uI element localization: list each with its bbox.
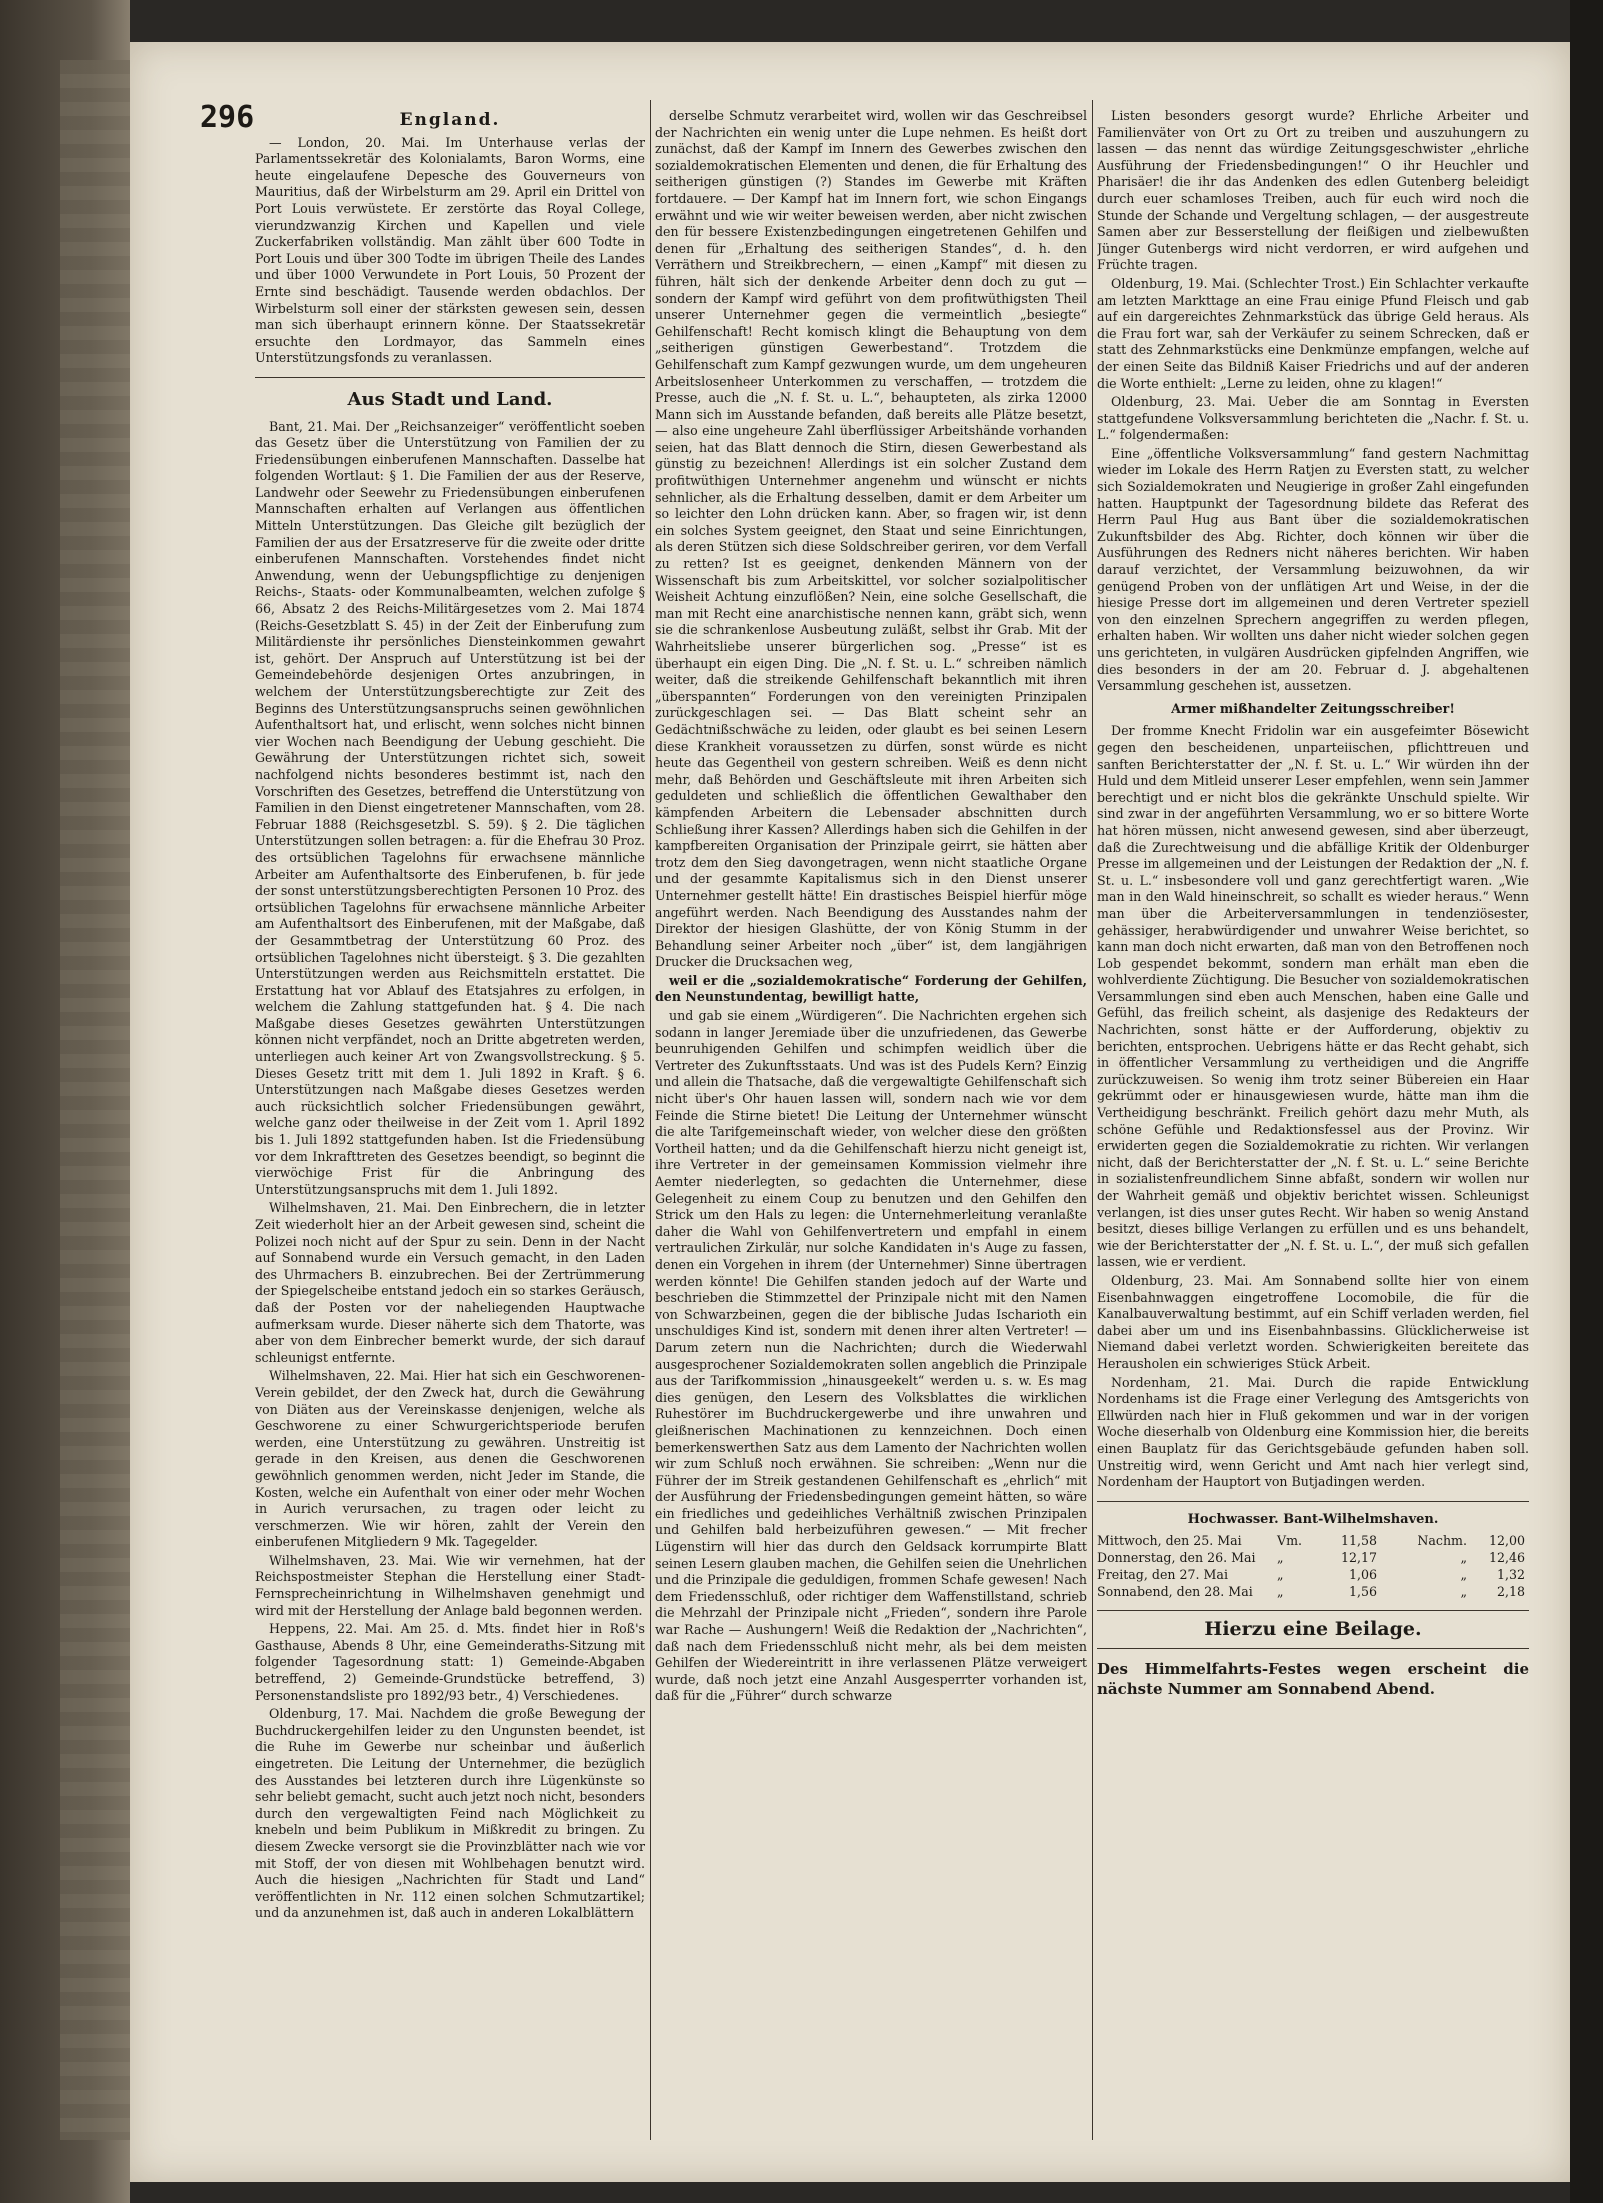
section-heading-local: Aus Stadt und Land.	[347, 388, 553, 410]
tide-day: Sonnabend, den 28. Mai	[1097, 1584, 1253, 1600]
article-oldenburg-23-locomobile: Oldenburg, 23. Mai. Am Sonnabend sollte hier von einem Eisenbahnwaggen eingetroffene Locomobile, die für die Kanalbauverwaltung bestimmt, auf ein Schiff verladen werden, fiel dabei aber um und ins Eisenbahnbassins. Glücklicherweise ist Niemand dabei verletzt worden. Schwierigkeiten bereitete das Herausholen ein schwieriges Stück Arbeit.	[1097, 1272, 1529, 1371]
tide-title: Hochwasser. Bant-Wilhelmshaven.	[1187, 1511, 1439, 1527]
tide-label-pm: „	[1460, 1550, 1467, 1566]
tide-label-pm: „	[1460, 1584, 1467, 1600]
tide-value-am: 11,58	[1340, 1533, 1377, 1549]
tide-row	[1097, 1583, 1529, 1600]
section-heading-england: England.	[399, 110, 501, 130]
tide-value-pm: 12,00	[1488, 1533, 1525, 1549]
right-edge	[1570, 0, 1603, 2203]
tide-row	[1097, 1566, 1529, 1583]
column-2	[655, 108, 1087, 2138]
article-continued-end: Listen besonders gesorgt wurde? Ehrliche Arbeiter und Familienväter von Ort zu Ort zu treiben und auszuhungern zu lassen — das nennt das würdige Zeitungsgeschwister „ehrliche Ausführung der Friedensbedingungen!“ O ihr Heuchler und Pharisäer! die ihr das Andenken des edlen Gutenberg beleidigt durch euer schamloses Treiben, auch für euch wird noch die Stunde der Schande und Vergeltung schlagen, — der ausgestreute Samen aber zur Besserstellung der fleißigen und zielbewußten Jünger Gutenbergs wird nicht verdorren, er wird aufgehen und Früchte tragen.	[1097, 108, 1529, 273]
article-armer: Der fromme Knecht Fridolin war ein ausgefeimter Bösewicht gegen den bescheidenen, unparteiischen, pflichttreuen und sanften Berichterstatter der „N. f. St. u. L.“ Wir würden ihn der Huld und dem Mitleid unserer Leser empfehlen, wenn sein Jammer berechtigt und er nicht blos die gekränkte Unschuld spielte. Wir sind zwar in der angeführten Versammlung, wo er so bittere Worte hat hören müssen, nicht anwesend gewesen, sind aber überzeugt, daß die Zurechtweisung und die abfällige Kritik der Oldenburger Presse im allgemeinen und der Leistungen der Redaktion der „N. f. St. u. L.“ insbesondere voll und ganz gerechtfertigt waren. „Wie man in den Wald hineinschreit, so schallt es wieder heraus.“ Wenn man über die Arbeiterversammlungen in tendenziösester, gehässiger, herabwürdigender und unwahrer Weise berichtet, so kann man doch nicht erwarten, daß man von den Betroffenen noch Lob gespendet bekommt, sondern man erhält man eben die wohlverdiente Züchtigung. Die Besucher von sozialdemokratischen Versammlungen sind eben auch Menschen, haben eine Galle und Gefühl, das freilich scheint, als dasjenige des Redakteurs der Nachrichten, sonst hätte er der Aufforderung, objektiv zu berichten, entsprochen. Uebrigens hätte er das Recht gehabt, sich in öffentlicher Versammlung zu vertheidigen und die Angriffe zurückzuweisen. So wenig ihm trotz seiner Bübereien ein Haar gekrümmt oder er hinausgewiesen wurde, hätte man ihm die Vertheidigung beschränkt. Freilich gehört dazu mehr Muth, als schöne Gefühle und Redaktionsfessel aus der Provinz. Wir erwiderten gegen die Sozialdemokratie zu richten. Wir verlangen nicht, daß der Berichterstatter der „N. f. St. u. L.“ seine Berichte in sozialistenfreundlichem Sinne abfaßt, sondern wir wollen nur der Wahrheit gemäß und objektiv berichtet wissen. Schleunigst verlangen, ist dies unser gutes Recht. Wir haben so wenig Anstand besitzt, dieses billige Verlangen zu erfüllen und es uns behandelt, wie der Berichterstatter der „N. f. St. u. L.“, der muß sich gefallen lassen, wie er verdient.	[1097, 723, 1529, 1270]
page-number: 296	[200, 100, 255, 135]
article-oldenburg-23-intro: Oldenburg, 23. Mai. Ueber die am Sonntag in Eversten stattgefundene Volksversammlung berichteten die „Nachr. f. St. u. L.“ folgendermaßen:	[1097, 394, 1529, 443]
tide-label-am: „	[1277, 1567, 1284, 1583]
tide-value-am: 1,56	[1348, 1584, 1377, 1600]
binding-strip	[60, 60, 130, 2140]
supplement-notice: Hierzu eine Beilage.	[1204, 1618, 1422, 1641]
article-bold-statement	[655, 973, 1087, 1006]
beilage-divider	[1097, 1610, 1529, 1611]
notice-divider	[1097, 1648, 1529, 1649]
tide-label-pm: „	[1460, 1567, 1467, 1583]
tide-row	[1097, 1532, 1529, 1549]
article-heppens: Heppens, 22. Mai. Am 25. d. Mts. findet hier in Roß's Gasthause, Abends 8 Uhr, eine Gemeinderaths-Sitzung mit folgender Tagesordnung statt: 1) Gemeinde-Abgaben betreffend, 2) Gemeinde-Grundstücke betreffend, 3) Personenstandsliste pro 1892/93 betr., 4) Verschiedenes.	[255, 1621, 645, 1703]
tide-value-pm: 12,46	[1488, 1550, 1525, 1566]
bold-phrase: weil er die „sozialdemokratische“ Forderung der Gehilfen, den Neunstundentag, bewilligt hatte,	[655, 972, 1087, 1005]
article-bant: Bant, 21. Mai. Der „Reichsanzeiger“ veröffentlicht soeben das Gesetz über die Unterstützung von Familien der zu Friedensübungen einberufenen Mannschaften. Dasselbe hat folgenden Wortlaut: § 1. Die Familien der aus der Reserve, Landwehr oder Seewehr zu Friedensübungen einberufenen Mannschaften erhalten auf Verlangen aus öffentlichen Mitteln Unterstützungen. Das Gleiche gilt bezüglich der Familien der aus der Ersatzreserve für die zweite oder dritte einberufenen Mannschaften. Vorstehendes findet nicht Anwendung, wenn der Uebungspflichtige zu denjenigen Reichs-, Staats- oder Kommunalbeamten, welchen zufolge § 66, Absatz 2 des Reichs-Militärgesetzes vom 2. Mai 1874 (Reichs-Gesetzblatt S. 45) in der Zeit der Einberufung zum Militärdienste ihr persönliches Diensteinkommen gewahrt ist, gehört. Der Anspruch auf Unterstützung ist bei der Gemeindebehörde desjenigen Ortes anzubringen, in welchem der Unterstützungsberechtigte zur Zeit des Beginns des Unterstützungsanspruchs seinen gewöhnlichen Aufenthaltsort hat, und erlischt, wenn solches nicht binnen vier Wochen nach Beendigung der Uebung geschieht. Die Gewährung der Unterstützungen richtet sich, soweit nachfolgend nichts besonderes bestimmt ist, nach den Vorschriften des Gesetzes, betreffend die Unterstützung von Familien in den Dienst eingetretener Mannschaften, vom 28. Februar 1888 (Reichsgesetzbl. S. 59). § 2. Die täglichen Unterstützungen sollen betragen: a. für die Ehefrau 30 Proz. des ortsüblichen Tagelohns für erwachsene männliche Arbeiter am Aufenthaltsorte des Einberufenen, b. für jede der sonst unterstützungsberechtigten Personen 10 Proz. des ortsüblichen Tagelohns für erwachsene männliche Arbeiter am Aufenthaltsort des Einberufenen, mit der Maßgabe, daß der Gesammtbetrag der Unterstützung 60 Proz. des ortsüblichen Tagelohnes nicht übersteigt. § 3. Die gezahlten Unterstützungen werden aus Reichsmitteln erstattet. Die Erstattung hat vor Ablauf des Etatsjahres zu erfolgen, in welchem die Zahlung stattgefunden hat. § 4. Die nach Maßgabe dieses Gesetzes gewährten Unterstützungen können nicht verpfändet, noch an Dritte abgetreten werden, unterliegen auch keiner Art von Zwangsvollstreckung. § 5. Dieses Gesetz tritt mit dem 1. Juli 1892 in Kraft. § 6. Unterstützungen nach Maßgabe dieses Gesetzes werden auch rücksichtlich solcher Friedensübungen gewährt, welche ganz oder theilweise in der Zeit vom 1. April 1892 bis 1. Juli 1892 stattgefunden haben. Ist die Friedensübung vor dem Inkrafttreten des Gesetzes beendigt, so beginnt die vierwöchige Frist für die Anbringung des Unterstützungsanspruchs mit dem 1. Juli 1892.	[255, 418, 645, 1197]
column-rule-2	[1092, 100, 1093, 2140]
article-nordenham: Nordenham, 21. Mai. Durch die rapide Entwicklung Nordenhams ist die Frage einer Verlegung des Amtsgerichts von Ellwürden nach hier in Fluß gekommen und war in der vorigen Woche dieserhalb von Oldenburg eine Kommission hier, die bereits einen Bauplatz für das Gerichtsgebäude gefunden haben soll. Unstreitig wird, wenn Gericht und Amt nach hier verlegt sind, Nordenham der Hauptort von Butjadingen werden.	[1097, 1374, 1529, 1490]
tide-label-am: „	[1277, 1550, 1284, 1566]
section-divider	[255, 377, 645, 378]
column-rule-1	[650, 100, 651, 2140]
tide-table	[1097, 1512, 1529, 1601]
tide-value-am: 1,06	[1348, 1567, 1377, 1583]
tide-label-am: Vm.	[1277, 1533, 1303, 1549]
article-wilhelmshaven-21: Wilhelmshaven, 21. Mai. Den Einbrechern, die in letzter Zeit wiederholt hier an der Arbeit gewesen sind, scheint die Polizei noch nicht auf der Spur zu sein. Denn in der Nacht auf Sonnabend wurde ein Versuch gemacht, in den Laden des Uhrmachers B. einzubrechen. Bei der Zertrümmerung der Spiegelscheibe entstand jedoch ein so starkes Geräusch, daß der Posten vor der naheliegenden Hauptwache aufmerksam wurde. Dieser näherte sich dem Thatorte, was aber von dem Einbrecher bemerkt wurde, der sich darauf schleunigst entfernte.	[255, 1200, 645, 1365]
holiday-notice: Des Himmelfahrts-Festes wegen erscheint die nächste Nummer am Sonnabend Abend.	[1097, 1659, 1529, 1698]
article-wilhelmshaven-23: Wilhelmshaven, 23. Mai. Wie wir vernehmen, hat der Reichspostmeister Stephan die Herstellung einer Stadt-Fernsprecheinrichtung in Wilhelmshaven genehmigt und wird mit der Herstellung der Anlage bald begonnen werden.	[255, 1552, 645, 1618]
tide-label-pm: Nachm.	[1417, 1533, 1467, 1549]
article-heading-armer: Armer mißhandelter Zeitungsschreiber!	[1171, 700, 1455, 716]
tide-value-pm: 1,32	[1496, 1567, 1525, 1583]
tide-label-am: „	[1277, 1584, 1284, 1600]
article-wilhelmshaven-22: Wilhelmshaven, 22. Mai. Hier hat sich ein Geschworenen-Verein gebildet, der den Zweck hat, durch die Gewährung von Diäten aus der Vereinskasse denjenigen, welche als Geschworene zu einer Schwurgerichtsperiode berufen werden, eine Unterstützung zu gewähren. Unstreitig ist gerade in den Kreisen, aus denen die Geschworenen gewöhnlich genommen werden, nicht Jeder im Stande, die Kosten, welche ein Aufenthalt von einer oder mehr Wochen in Aurich verursachen, zu tragen oder leicht zu verschmerzen. Wie wir hören, zahlt der Verein den einberufenen Mitgliedern 9 Mk. Tagegelder.	[255, 1368, 645, 1550]
tide-value-am: 12,17	[1340, 1550, 1377, 1566]
article-london: — London, 20. Mai. Im Unterhause verlas der Parlamentssekretär des Kolonialamts, Baron Worms, eine heute eingelaufene Depesche des Gouverneurs von Mauritius, daß der Wirbelsturm am 29. April ein Drittel von Port Louis verwüstete. Er zerstörte das Royal College, vierundzwanzig Kirchen und Kapellen und viele Zuckerfabriken vollständig. Man zählt über 600 Todte in Port Louis und über 300 Todte im übrigen Theile des Landes und über 1000 Verwundete in Port Louis, 50 Prozent der Ernte sind beschädigt. Tausende werden obdachlos. Der Wirbelsturm soll einer der stärksten gewesen sein, dessen man sich überhaupt erinnern könne. Der Staatssekretär ersuchte den Lordmayor, das Sammeln eines Unterstützungsfonds zu veranlassen.	[255, 134, 645, 366]
article-continued-part1: derselbe Schmutz verarbeitet wird, wollen wir das Geschreibsel der Nachrichten ein wenig unter die Lupe nehmen. Es heißt dort zunächst, daß der Kampf im Innern des Gewerbes zwischen den sozialdemokratischen Elementen und denen, die für Erhaltung des seitherigen günstigen (?) Standes im Gewerbe mit Kräften fortdauere. — Der Kampf hat im Innern fort, wie schon Eingangs erwähnt und wie wir weiter beweisen werden, aber nicht zwischen den für bessere Existenzbedingungen eingetretenen Gehilfen und denen für „Erhaltung des seitherigen Standes“, d. h. den Verräthern und Streikbrechern, — einen „Kampf“ mit diesen zu führen, hält sich der denkende Arbeiter denn doch zu gut — sondern der Kampf wird geführt von dem profitwüthigsten Theil unserer Unternehmer gegen die vermeintlich „besiegte“ Gehilfenschaft! Recht komisch klingt die Behauptung von dem „seitherigen günstigen Gewerbestand“. Trotzdem die Gehilfenschaft zum Kampf gezwungen wurde, um dem ungeheuren Arbeitslosenheer Unterkommen zu verschaffen, — trotzdem die Presse, auch die „N. f. St. u. L.“, behaupteten, als zirka 12000 Mann sich im Ausstande befanden, daß bereits alle Plätze besetzt, — also eine ungeheure Zahl überflüssiger Arbeitshände vorhanden seien, hat das Blatt dennoch die Stirn, diesen Gewerbestand als günstig zu bezeichnen! Allerdings ist ein solcher Zustand dem profitwüthigen Unternehmer angenehm und wünscht er nichts sehnlicher, als die Erhaltung desselben, damit er dem Arbeiter um so leichter den Lohn drücken kann. Aber, so fragen wir, ist denn ein solches System geeignet, den Staat und seine Einrichtungen, als deren Stützen sich diese Soldschreiber geriren, vor dem Verfall zu retten? Ist es geeignet, denkenden Männern von der Wissenschaft bis zum Arbeitskittel, vor solcher sozialpolitischer Weisheit Achtung einzuflößen? Nein, eine solche Gesellschaft, die man mit Recht eine anarchistische nennen kann, gräbt sich, wenn sie die schrankenlose Ausbeutung zuläßt, selbst ihr Grab. Mit der Wahrheitsliebe unserer bürgerlichen sog. „Presse“ ist es überhaupt ein eigen Ding. Die „N. f. St. u. L.“ schreiben nämlich weiter, daß die streikende Gehilfenschaft bekanntlich mit ihren „überspannten“ Forderungen von den vereinigten Prinzipalen zurückgeschlagen sei. — Das Blatt scheint sehr an Gedächtnißschwäche zu leiden, oder glaubt es bei seinen Lesern diese Krankheit voraussetzen zu dürfen, sonst würde es nicht heute das Gegentheil von gestern schreiben. Weiß es denn nicht mehr, daß Behörden und Geschäftsleute mit ihren Arbeiten sich geduldeten und schließlich die öffentlichen Gewalthaber den kämpfenden Arbeitern die Lebensader abschnitten durch Schließung ihrer Kassen? Allerdings haben sich die Gehilfen in der kampfbereiten Organisation der Prinzipale geirrt, sie hätten aber trotz dem den Sieg davongetragen, wenn nicht staatliche Organe und der gesammte Kapitalismus sich in den Dienst unserer Unternehmer gestellt hätte! Ein drastisches Beispiel hierfür möge angeführt werden. Nach Beendigung des Ausstandes nahm der Direktor der hiesigen Glashütte, der von König Stumm in der Behandlung seiner Arbeiter noch „über“ ist, dem langjährigen Drucker die Drucksachen weg,	[655, 108, 1087, 970]
article-continued-part2: und gab sie einem „Würdigeren“. Die Nachrichten ergehen sich sodann in langer Jeremiade über die unzufriedenen, das Gewerbe beunruhigenden Gehilfen und schimpfen weidlich über die Vertreter des Zukunftsstaats. Und was ist des Pudels Kern? Einzig und allein die Thatsache, daß die vergewaltigte Gehilfenschaft sich nicht über's Ohr hauen lassen will, sondern nach wie vor dem Feinde die Stirne bietet! Die Leitung der Unternehmer wünscht die alte Tarifgemeinschaft wieder, von welcher diese den größten Vortheil hatten; und da die Gehilfenschaft hierzu nicht geneigt ist, ihre Vertreter in der gemeinsamen Kommission vielmehr ihre Aemter niederlegten, so gedachten die Unternehmer, diese Gelegenheit zu einem Coup zu benutzen und den Gehilfen den Strick um den Hals zu legen: die Unternehmerleitung veranlaßte daher die Wahl von Gehilfenvertretern und empfahl in einem vertraulichen Zirkulär, nur solche Kandidaten in's Auge zu fassen, denen ein Vorgehen in ihrem (der Unternehmer) Sinne übertragen werden könnte! Die Gehilfen standen jedoch auf der Warte und beschrieben die Stimmzettel der Prinzipale nicht mit den Namen von Schwarzbeinen, gegen die der biblische Judas Ischarioth ein unschuldiges Kind ist, sondern mit denen ihrer alten Vertreter! — Darum zetern nun die Nachrichten; durch die Wiederwahl ausgesprochener Sozialdemokraten sollen angeblich die Prinzipale aus der Tarifkommission „hinausgeekelt“ werden u. s. w. Es mag dies genügen, den Lesern des Volksblattes die wirklichen Ruhestörer im Buchdruckergewerbe und ihre unwahren und gleißnerischen Machinationen zu kennzeichnen. Doch einen bemerkenswerthen Satz aus dem Lamento der Nachrichten wollen wir zum Schluß noch erwähnen. Sie schreiben: „Wenn nur die Führer der im Streik gestandenen Gehilfenschaft es „ehrlich“ mit der Ausführung der Friedensbedingungen gemeint hätten, so wäre ein friedliches und gedeihliches Verhältniß zwischen Prinzipalen und Gehilfen bald herbeizuführen gewesen.“ — Mit frecher Lügenstirn will hier das durch den Geldsack korrumpirte Blatt seinen Lesern glauben machen, die Gehilfen seien die Unehrlichen und die Prinzipale die geduldigen, frommen Schafe gewesen! Nach dem Friedensschluß, oder richtiger dem Waffenstillstand, schrieb die Mehrzahl der Prinzipale nicht „Frieden“, sondern ihre Parole war Rache — Aushungern! Weiß die Redaktion der „Nachrichten“, daß nach dem Friedensschluß nicht mehr, als bei dem meisten Gehilfen der Wiedereintritt in ihre verlassenen Plätze verweigert wurde, daß noch jetzt eine Anzahl Ausgesperrter vorhanden ist, daß für die „Führer“ durch schwarze	[655, 1008, 1087, 1704]
tide-day: Freitag, den 27. Mai	[1097, 1567, 1228, 1583]
column-1	[255, 108, 645, 2088]
tide-row	[1097, 1549, 1529, 1566]
column-3	[1097, 108, 1529, 2058]
article-oldenburg-19: Oldenburg, 19. Mai. (Schlechter Trost.) Ein Schlachter verkaufte am letzten Markttage an eine Frau einige Pfund Fleisch und gab auf ein dargereichtes Zehnmarkstück das übrige Geld heraus. Als die Frau fort war, sah der Verkäufer zu seinem Schrecken, daß er statt des Zehnmarkstücks eine Denkmünze empfangen, welche auf der einen Seite das Bildniß Kaiser Friedrichs und auf der anderen die Worte enthielt: „Lerne zu leiden, ohne zu klagen!“	[1097, 275, 1529, 391]
tide-divider	[1097, 1501, 1529, 1502]
book-binding	[0, 0, 130, 2203]
tide-day: Mittwoch, den 25. Mai	[1097, 1533, 1242, 1549]
article-oldenburg-23-quote: Eine „öffentliche Volksversammlung“ fand gestern Nachmittag wieder im Lokale des Herrn Ratjen zu Eversten statt, zu welcher sich Sozialdemokraten und Neugierige in großer Zahl eingefunden hatten. Hauptpunkt der Tagesordnung bildete das Referat des Herrn Paul Hug aus Bant über die sozialdemokratischen Zukunftsbilder des Abg. Richter, doch können wir über die Ausführungen des Redners nicht näheres berichten. Wir haben darauf verzichtet, der Versammlung beizuwohnen, da wir genügend Proben von der unflätigen Art und Weise, in der die hiesige Presse dort im allgemeinen und deren Vertreter speziell von den einzelnen Sprechern angegriffen zu werden pflegen, erhalten haben. Wir wollten uns daher nicht wieder solchen gegen uns gerichteten, in vulgären Ausdrücken gipfelnden Angriffen, wie dies besonders in der am 20. Februar d. J. abgehaltenen Versammlung geschehen ist, aussetzen.	[1097, 445, 1529, 694]
article-oldenburg-17: Oldenburg, 17. Mai. Nachdem die große Bewegung der Buchdruckergehilfen leider zu den Ungunsten beendet, ist die Ruhe im Gewerbe nur scheinbar und äußerlich eingetreten. Die Leitung der Unternehmer, die bezüglich des Ausstandes bei letzteren durch ihre Lügenkünste so sehr beliebt gemacht, sucht auch jetzt noch nicht, besonders durch den vergewaltigten Feind nach Möglichkeit zu knebeln und beim Publikum in Mißkredit zu bringen. Zu diesem Zwecke versorgt sie die Provinzblätter nach wie vor mit Stoff, der von diesen mit Wohlbehagen benutzt wird. Auch die hiesigen „Nachrichten für Stadt und Land“ veröffentlichten in Nr. 112 einen solchen Schmutzartikel; und da anzunehmen ist, daß auch in anderen Lokalblättern	[255, 1706, 645, 1921]
tide-day: Donnerstag, den 26. Mai	[1097, 1550, 1256, 1566]
tide-value-pm: 2,18	[1496, 1584, 1525, 1600]
